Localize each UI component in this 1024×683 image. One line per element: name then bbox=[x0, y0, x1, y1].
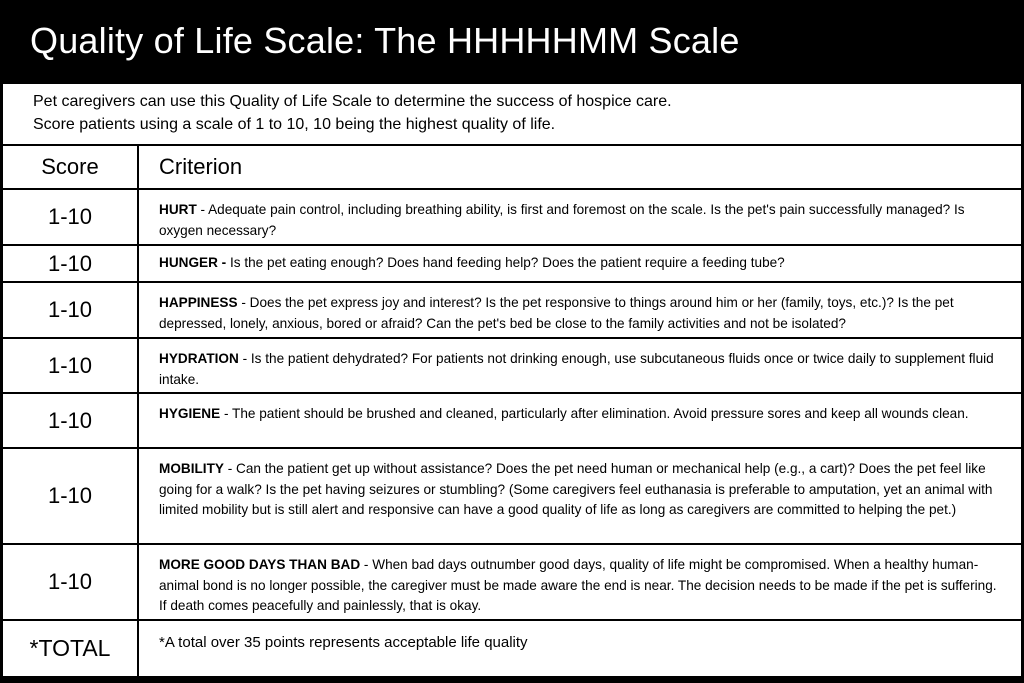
criterion-cell-hygiene bbox=[139, 394, 1021, 447]
criterion-cell-hunger bbox=[139, 246, 1021, 281]
criterion-term: MORE GOOD DAYS THAN BAD bbox=[159, 557, 361, 572]
criterion-term: HYGIENE bbox=[159, 406, 221, 421]
score-cell-hurt: 1-10 bbox=[3, 190, 137, 244]
column-header-score: Score bbox=[3, 146, 137, 188]
total-label: *TOTAL bbox=[3, 621, 137, 676]
criterion-text: - Adequate pain control, including breathing ability, is first and foremost on the scale. Is the pet's pain successfully managed? Is oxygen necessary? bbox=[159, 202, 965, 238]
column-header-criterion: Criterion bbox=[139, 146, 1021, 188]
score-cell-mobility: 1-10 bbox=[3, 449, 137, 543]
intro-box bbox=[3, 84, 1021, 144]
criterion-cell-hurt bbox=[139, 190, 1021, 244]
criterion-text: Is the pet eating enough? Does hand feeding help? Does the patient require a feeding tube? bbox=[226, 255, 785, 271]
score-cell-hygiene: 1-10 bbox=[3, 394, 137, 447]
criterion-cell-more-good-days bbox=[139, 545, 1021, 619]
scale-table bbox=[3, 146, 1021, 680]
score-cell-hunger: 1-10 bbox=[3, 246, 137, 281]
criterion-text: - The patient should be brushed and cleaned, particularly after elimination. Avoid pressure sores and keep all wounds clean. bbox=[220, 406, 969, 421]
criterion-text: - Can the patient get up without assistance? Does the pet need human or mechanical help (e.g., a cart)? Does the pet feel like going for a walk? Is the pet having seizures or stumbling? (Some caregivers feel euthanasia is preferable to amputation, yet an animal with limited mobility but is still alert and responsive can have a good quality of life as long as caregivers are committed to helping the pet.) bbox=[159, 461, 993, 517]
criterion-text: - Is the patient dehydrated? For patients not drinking enough, use subcutaneous fluids once or twice daily to supplement fluid intake. bbox=[159, 351, 994, 387]
criterion-term: HUNGER - bbox=[159, 255, 227, 271]
score-cell-more-good-days: 1-10 bbox=[3, 545, 137, 619]
criterion-cell-mobility bbox=[139, 449, 1021, 543]
criterion-text: - When bad days outnumber good days, quality of life might be compromised. When a healthy human-animal bond is no longer possible, the caregiver must be made aware the end is near. The decision needs to be made if the pet is suffering. If death comes peacefully and painlessly, that is okay. bbox=[159, 557, 997, 613]
criterion-term: HAPPINESS bbox=[159, 295, 238, 310]
criterion-cell-hydration bbox=[139, 339, 1021, 392]
title-bar bbox=[0, 0, 1024, 82]
total-note: *A total over 35 points represents acceptable life quality bbox=[139, 621, 1021, 676]
score-cell-happiness: 1-10 bbox=[3, 283, 137, 337]
page-title: Quality of Life Scale: The HHHHHMM Scale bbox=[30, 20, 740, 61]
criterion-cell-happiness bbox=[139, 283, 1021, 337]
criterion-term: HURT bbox=[159, 202, 197, 217]
criterion-text: - Does the pet express joy and interest? Is the pet responsive to things around him or her (family, toys, etc.)? Is the pet depressed, lonely, anxious, bored or afraid? Can the pet's bed be close to the family activities and not be isolated? bbox=[159, 295, 954, 331]
criterion-term: MOBILITY bbox=[159, 461, 224, 476]
intro-line-1: Pet caregivers can use this Quality of Life Scale to determine the success of hospice care. bbox=[33, 93, 672, 110]
intro-line-2: Score patients using a scale of 1 to 10, 10 being the highest quality of life. bbox=[33, 116, 556, 133]
score-cell-hydration: 1-10 bbox=[3, 339, 137, 392]
criterion-term: HYDRATION bbox=[159, 351, 239, 366]
